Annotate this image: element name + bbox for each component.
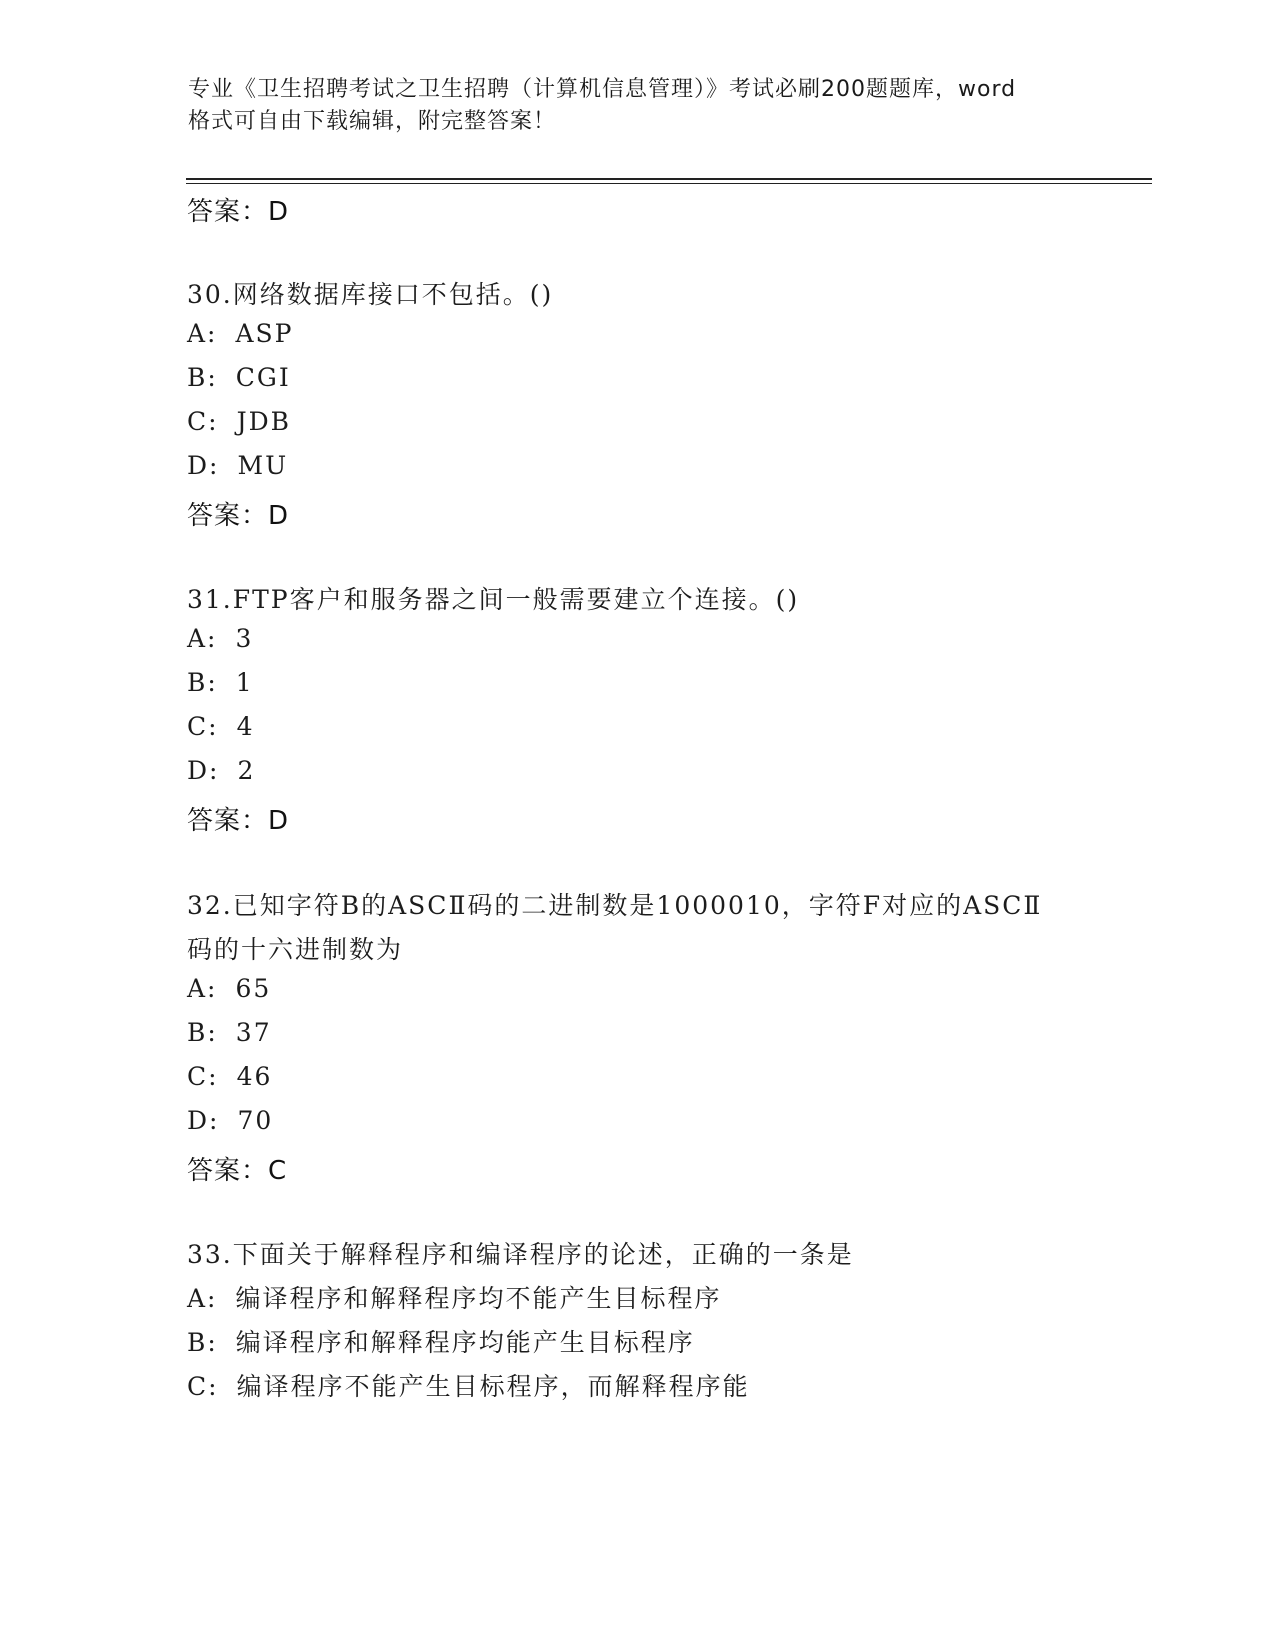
option-key: A: [187,1284,218,1313]
option-text: 编译程序不能产生目标程序，而解释程序能 [236,1372,750,1401]
question-32-title-line-2: 码的十六进制数为 [187,935,404,964]
previous-answer: 答案：D [187,197,290,227]
header-line-1: 专业《卫生招聘考试之卫生招聘（计算机信息管理）》考试必刷200题题库，word [188,77,1017,102]
question-32-option-d [187,1106,273,1135]
option-text: 3 [235,624,254,653]
question-33-option-c [187,1367,750,1403]
option-key: D: [187,756,220,785]
question-33-option-b [187,1323,695,1359]
option-text: 4 [236,712,255,741]
question-31-title: 31.FTP客户和服务器之间一般需要建立个连接。() [187,585,800,614]
option-key: A: [187,624,218,653]
option-key: C: [187,407,219,436]
option-key: C: [187,1062,219,1091]
option-key: D: [187,1106,220,1135]
option-key: A: [187,974,218,1003]
question-30-answer: 答案：D [187,501,290,531]
question-32-title-line-1: 32.已知字符B的ASCⅡ码的二进制数是1000010，字符F对应的ASCⅡ [187,891,1043,920]
question-31-option-a [187,624,253,653]
question-33-option-a [187,1279,722,1315]
question-32-option-c [187,1062,272,1091]
option-text: 70 [237,1106,274,1135]
question-31-option-d [187,756,255,785]
question-31-option-b [187,668,254,697]
option-text: ASP [235,319,294,348]
question-32-answer: 答案：C [187,1156,288,1186]
question-30-option-a [187,319,294,348]
question-30-option-b [187,363,291,392]
option-key: C: [187,712,219,741]
option-text: 编译程序和解释程序均能产生目标程序 [235,1328,695,1357]
question-30-option-d [187,451,288,480]
option-key: B: [187,1328,218,1357]
question-31-answer: 答案：D [187,806,290,836]
question-32-option-a [187,974,271,1003]
option-key: A: [187,319,218,348]
question-33-title: 33.下面关于解释程序和编译程序的论述，正确的一条是 [187,1240,854,1269]
question-31-option-c [187,712,254,741]
option-key: C: [187,1372,219,1401]
option-text: 编译程序和解释程序均不能产生目标程序 [235,1284,722,1313]
header-divider-thin [186,183,1152,184]
option-key: B: [187,668,218,697]
header-line-2: 格式可自由下载编辑，附完整答案！ [188,109,557,134]
option-key: D: [187,451,220,480]
option-key: B: [187,363,218,392]
header-divider [186,178,1152,180]
option-text: MU [237,451,289,480]
question-30-option-c [187,407,291,436]
option-text: 1 [235,668,254,697]
option-text: 46 [236,1062,273,1091]
option-text: JDB [236,407,291,436]
question-32-option-b [187,1018,272,1047]
option-text: 37 [235,1018,272,1047]
option-key: B: [187,1018,218,1047]
document-header [188,74,1088,138]
option-text: 65 [235,974,272,1003]
question-30-title: 30.网络数据库接口不包括。() [187,280,554,309]
option-text: CGI [235,363,291,392]
option-text: 2 [237,756,256,785]
